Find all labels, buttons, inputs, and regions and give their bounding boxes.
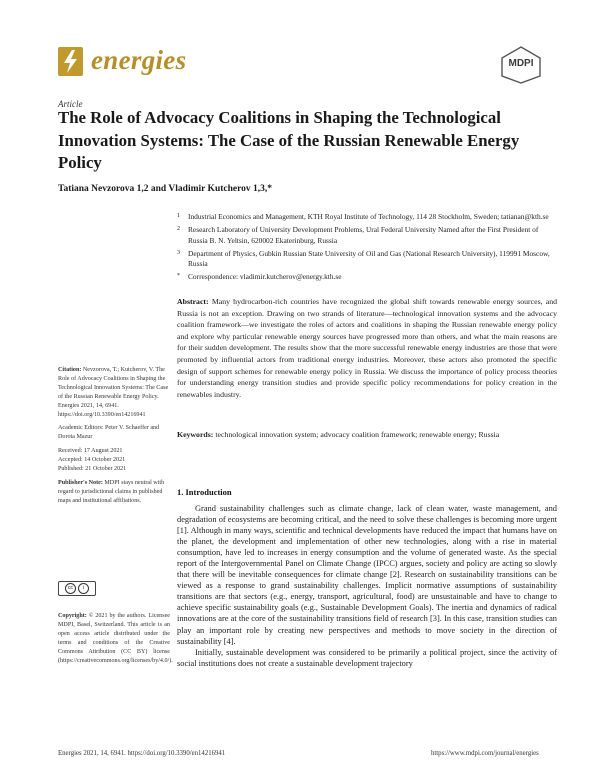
affiliation-number: * bbox=[177, 273, 180, 280]
affiliation-item bbox=[177, 212, 557, 222]
paragraph: Grand sustainability challenges such as climate change, lack of clean water, waste management, and degradation of ecosystems are becoming critical, and the need to solve these challenges is becoming more urgent [1]. Although in many ways, scientific and technical developments have reduced the impact that humans have on the planet, the development and implementation of other new technologies, along with a rise in material consumption, have led to increases in energy consumption and the volume of generated waste. As the special report of the Intergovernmental Panel on Climate Change (IPCC) argues, society and policy are acting so slowly that there will be inevitable consequences for climate change [2]. Research on sustainability transitions can be viewed as a response to grand sustainability challenges. Implicit normative assumptions of sustainability transitions are that sectors (e.g., energy, transport, agricultural, food) are unsustainable and have to change to achieve specific sustainability goals (e.g., Sustainable Development Goals). The inertia and dynamics of radical innovations are at the core of the sustainability transitions field of research [3]. In this case, transition studies can play an important role by creating new perspectives and methods to move society in the direction of sustainability [4]. bbox=[177, 504, 557, 646]
author-list: Tatiana Nevzorova 1,2 and Vladimir Kutcherov 1,3,* bbox=[58, 184, 273, 194]
citation-text: Nevzorova, T.; Kutcherov, V. The Role of Advocacy Coalitions in Shaping the Technological Innovation Systems: The Case of the Russian Renewable Energy Policy. Energies 2021, 14, 6941. https://doi.org/10.3390/en14216941 bbox=[58, 367, 169, 418]
section-heading-introduction: 1. Introduction bbox=[177, 487, 232, 497]
keywords bbox=[177, 429, 557, 441]
affiliation-number: 3 bbox=[177, 249, 180, 256]
journal-name: energies bbox=[91, 45, 187, 75]
copyright-notice bbox=[58, 612, 173, 665]
affiliation-item bbox=[177, 249, 557, 270]
footer-journal-link[interactable]: https://www.mdpi.com/journal/energies bbox=[431, 750, 539, 757]
copyright-label: Copyright: bbox=[58, 613, 87, 619]
article-sidebar bbox=[58, 366, 170, 511]
by-icon: i bbox=[78, 583, 89, 594]
received-date: Received: 17 August 2021 bbox=[58, 448, 123, 455]
publisher-note-text: MDPI stays neutral with regard to jurisdictional claims in published maps and institutional affiliations. bbox=[58, 479, 165, 504]
keywords-text: technological innovation system; advocacy coalition framework; renewable energy; Russia bbox=[215, 430, 500, 439]
keywords-label: Keywords: bbox=[177, 430, 214, 439]
correspondence-text: Correspondence: vladimir.kutcherov@energy.kth.se bbox=[188, 272, 342, 282]
affiliation-number: 1 bbox=[177, 213, 180, 219]
published-date: Published: 21 October 2021 bbox=[58, 466, 127, 473]
accepted-date: Accepted: 14 October 2021 bbox=[58, 457, 126, 464]
affiliation-number: 2 bbox=[177, 226, 180, 233]
affiliations bbox=[177, 212, 557, 286]
abstract bbox=[177, 296, 557, 400]
article-title: The Role of Advocacy Coalitions in Shaping the Technological Innovation Systems: The Case of the Russian Renewable Energy Policy bbox=[58, 108, 520, 172]
publisher-note-label: Publisher's Note: bbox=[58, 479, 103, 486]
introduction-body bbox=[177, 503, 557, 669]
article-type-label: Article bbox=[58, 99, 83, 109]
cc-by-license-icon[interactable] bbox=[58, 581, 96, 596]
publisher-logo-text: MDPI bbox=[508, 58, 534, 69]
journal-logo-icon bbox=[58, 47, 83, 76]
correspondence-item bbox=[177, 272, 557, 282]
citation-block bbox=[58, 366, 170, 419]
footer-citation: Energies 2021, 14, 6941. https://doi.org/10.3390/en14216941 bbox=[58, 750, 226, 757]
citation-label: Citation: bbox=[58, 367, 82, 373]
copyright-text: © 2021 by the authors. Licensee MDPI, Basel, Switzerland. This article is an open access article distributed under the terms and conditions of the Creative Commons Attribution (CC BY) license (https://creativecommons.org/licenses/by/4.0/). bbox=[58, 613, 173, 664]
abstract-label: Abstract: bbox=[177, 297, 209, 306]
affiliation-text: Industrial Economics and Management, KTH Royal Institute of Technology, 114 28 Stockholm, Sweden; tatianan@kth.se bbox=[188, 212, 549, 221]
affiliation-item bbox=[177, 225, 557, 246]
academic-editors: Academic Editors: Peter V. Schaeffer and Dorota Mazur bbox=[58, 425, 160, 441]
abstract-text: Many hydrocarbon-rich countries have recognized the global shift towards renewable energy sources, and Russia is not an exception. Drawing on two strands of literature—technological innovation systems and the advocacy coalition framework—we investigate the roles of actors and coalitions in shaping the Russian renewable energy policy and explore why particular renewable energy sources have progressed more than others, and what the main reasons are for their sudden development. The results show that the more successful renewable energy industries are those that were promoted by influential actors from traditional energy industries. Moreover, these actors also promoted the specific design of support schemes for renewable energy policy in Russia. We discuss the importance of policy process theories for understanding energy transition studies and provide specific policy recommendations for policy creation in the renewables industry. bbox=[177, 297, 557, 399]
paragraph: Initially, sustainable development was considered to be primarily a political project, since the activity of social institutions does not create a sustainable development trajectory bbox=[177, 647, 557, 668]
publisher-note bbox=[58, 479, 170, 506]
cc-icon: cc bbox=[65, 583, 76, 594]
affiliation-text: Department of Physics, Gubkin Russian State University of Oil and Gas (National Research University), 119991 Moscow, Russia bbox=[188, 248, 550, 269]
affiliation-text: Research Laboratory of University Development Problems, Ural Federal University Named after the First President of Russia B. N. Yeltsin, 620002 Ekaterinburg, Russia bbox=[188, 225, 539, 245]
